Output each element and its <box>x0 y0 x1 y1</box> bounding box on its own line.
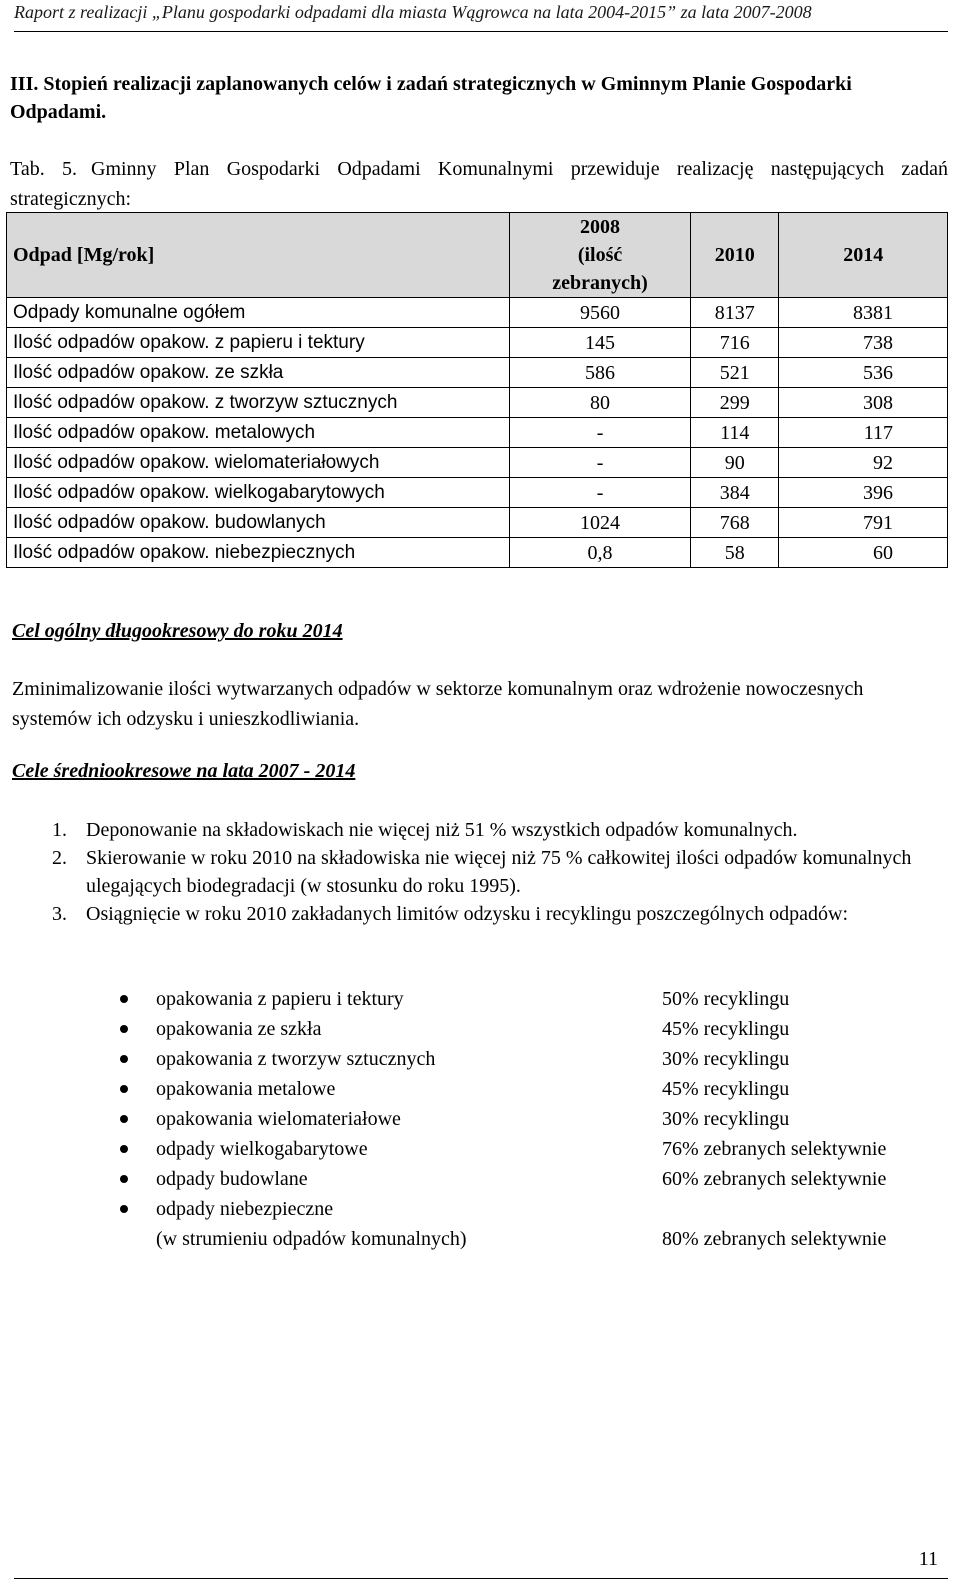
target-item-value: 50% recyklingu <box>662 988 790 1010</box>
target-item <box>112 1074 948 1104</box>
medium-goals-list <box>12 816 932 928</box>
target-item-value-text: 80% zebranych selektywnie <box>662 1228 887 1250</box>
list-item-number: 2. <box>52 847 67 869</box>
row-value-2010: 58 <box>691 538 779 568</box>
header-2008-line2: (ilość <box>577 244 623 266</box>
target-item <box>112 1134 948 1164</box>
header-2008-line3: zebranych) <box>552 272 648 294</box>
row-category: Ilość odpadów opakow. budowlanych <box>7 508 510 538</box>
row-category: Ilość odpadów opakow. z papieru i tektury <box>7 328 510 358</box>
row-value-2014: 791 <box>779 508 948 538</box>
general-goal-text: Zminimalizowanie ilości wytwarzanych odpadów w sektorze komunalnym oraz wdrożenie nowoczesnych systemów ich odzysku i unieszkodliwiania. <box>12 678 864 730</box>
target-item <box>112 1194 948 1254</box>
target-item <box>112 1104 948 1134</box>
row-category: Ilość odpadów opakow. niebezpiecznych <box>7 538 510 568</box>
row-value-2008: 586 <box>510 358 691 388</box>
target-item-name: odpady wielkogabarytowe <box>156 1138 368 1160</box>
table-row <box>7 478 948 508</box>
row-value-2008: 1024 <box>510 508 691 538</box>
target-item-value: 60% zebranych selektywnie <box>662 1168 887 1190</box>
row-category: Ilość odpadów opakow. wielomateriałowych <box>7 448 510 478</box>
table-row <box>7 328 948 358</box>
row-category: Ilość odpadów opakow. ze szkła <box>7 358 510 388</box>
target-item-name-line2: (w strumieniu odpadów komunalnych) <box>156 1228 467 1250</box>
medium-goals-heading: Cele średniookresowe na lata 2007 - 2014 <box>12 760 356 782</box>
table-row <box>7 358 948 388</box>
table-header-row <box>7 213 948 298</box>
table-caption-text: Gminny Plan Gospodarki Odpadami Komunalnymi przewiduje realizację następujących zadań strategicznych: <box>10 158 948 210</box>
header-2014: 2014 <box>779 213 948 298</box>
row-value-2008: 9560 <box>510 298 691 328</box>
header-2010: 2010 <box>691 213 779 298</box>
target-item-value: 30% recyklingu <box>662 1048 790 1070</box>
waste-table <box>6 212 948 568</box>
page-number: 11 <box>918 1548 938 1570</box>
row-value-2010: 8137 <box>691 298 779 328</box>
bullet-icon <box>120 1025 128 1033</box>
row-value-2014: 8381 <box>779 298 948 328</box>
target-item <box>112 1164 948 1194</box>
row-value-2014: 92 <box>779 448 948 478</box>
bullet-icon <box>120 1145 128 1153</box>
list-item-text: Osiągnięcie w roku 2010 zakładanych limitów odzysku i recyklingu poszczególnych odpadów: <box>86 903 849 925</box>
section-heading: III. Stopień realizacji zaplanowanych celów i zadań strategicznych w Gminnym Planie Gospodarki Odpadami. <box>10 73 852 123</box>
row-category: Ilość odpadów opakow. metalowych <box>7 418 510 448</box>
row-value-2014: 396 <box>779 478 948 508</box>
row-value-2008: - <box>510 418 691 448</box>
target-item-name: opakowania z papieru i tektury <box>156 988 404 1010</box>
row-category: Ilość odpadów opakow. wielkogabarytowych <box>7 478 510 508</box>
list-item-number: 1. <box>52 819 67 841</box>
row-value-2014: 738 <box>779 328 948 358</box>
list-item-text: Deponowanie na składowiskach nie więcej niż 51 % wszystkich odpadów komunalnych. <box>86 819 798 841</box>
target-item-value: 45% recyklingu <box>662 1078 790 1100</box>
row-value-2010: 768 <box>691 508 779 538</box>
target-item-value <box>662 1194 886 1254</box>
target-item <box>112 1014 948 1044</box>
target-item-name: opakowania wielomateriałowe <box>156 1108 401 1130</box>
target-item-name: opakowania metalowe <box>156 1078 336 1100</box>
footer-divider <box>14 1578 948 1579</box>
recycling-targets-list <box>112 984 948 1254</box>
target-item-name: opakowania ze szkła <box>156 1018 322 1040</box>
target-item-value: 30% recyklingu <box>662 1108 790 1130</box>
row-value-2010: 114 <box>691 418 779 448</box>
row-value-2008: 0,8 <box>510 538 691 568</box>
row-value-2008: - <box>510 448 691 478</box>
table-row <box>7 508 948 538</box>
row-category: Odpady komunalne ogółem <box>7 298 510 328</box>
row-value-2010: 299 <box>691 388 779 418</box>
list-item <box>12 844 932 900</box>
list-item <box>12 816 932 844</box>
table-row <box>7 448 948 478</box>
row-value-2010: 90 <box>691 448 779 478</box>
row-value-2014: 308 <box>779 388 948 418</box>
row-value-2008: 145 <box>510 328 691 358</box>
list-item <box>12 900 932 928</box>
table-row <box>7 538 948 568</box>
target-item-name: odpady budowlane <box>156 1168 308 1190</box>
list-item-text: Skierowanie w roku 2010 na składowiska nie więcej niż 75 % całkowitej ilości odpadów komunalnych ulegających biodegradacji (w stosunku do roku 1995). <box>86 847 912 897</box>
bullet-icon <box>120 1115 128 1123</box>
table-row <box>7 388 948 418</box>
target-item-name <box>156 1194 662 1254</box>
running-header: Raport z realizacji „Planu gospodarki odpadami dla miasta Wągrowca na lata 2004-2015” za lata 2007-2008 <box>14 2 948 32</box>
bullet-icon <box>120 1205 128 1213</box>
row-value-2010: 716 <box>691 328 779 358</box>
table-row <box>7 418 948 448</box>
row-value-2008: - <box>510 478 691 508</box>
general-goal-heading: Cel ogólny długookresowy do roku 2014 <box>12 620 343 642</box>
row-value-2008: 80 <box>510 388 691 418</box>
header-2008-line1: 2008 <box>580 216 621 238</box>
target-item-name: opakowania z tworzyw sztucznych <box>156 1048 436 1070</box>
list-item-number: 3. <box>52 903 67 925</box>
bullet-icon <box>120 1175 128 1183</box>
target-item-value: 45% recyklingu <box>662 1018 790 1040</box>
table-caption-label: Tab. 5. <box>10 158 77 180</box>
row-value-2010: 521 <box>691 358 779 388</box>
target-item <box>112 984 948 1014</box>
row-value-2014: 117 <box>779 418 948 448</box>
target-item <box>112 1044 948 1074</box>
row-value-2014: 60 <box>779 538 948 568</box>
row-value-2010: 384 <box>691 478 779 508</box>
row-value-2014: 536 <box>779 358 948 388</box>
row-category: Ilość odpadów opakow. z tworzyw sztucznych <box>7 388 510 418</box>
bullet-icon <box>120 1055 128 1063</box>
target-item-name-line1: odpady niebezpieczne <box>156 1198 334 1220</box>
header-category: Odpad [Mg/rok] <box>7 213 510 298</box>
bullet-icon <box>120 1085 128 1093</box>
header-2008 <box>510 213 691 298</box>
target-item-value: 76% zebranych selektywnie <box>662 1138 887 1160</box>
bullet-icon <box>120 995 128 1003</box>
table-row <box>7 298 948 328</box>
table-caption <box>10 154 948 214</box>
